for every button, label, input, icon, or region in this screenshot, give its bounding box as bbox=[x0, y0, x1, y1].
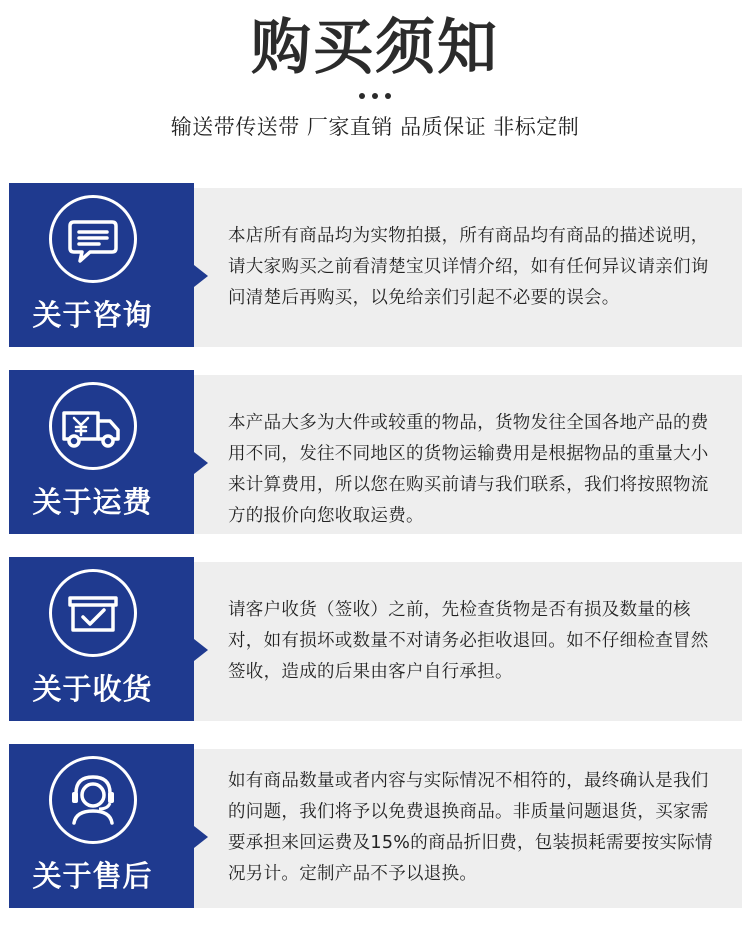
page-subtitle: 输送带传送带 厂家直销 品质保证 非标定制 bbox=[170, 115, 580, 139]
section-text: 本店所有商品均为实物拍摄，所有商品均有商品的描述说明，请大家购买之前看清楚宝贝详情介绍，如有任何异议请亲们询问清楚后再购买，以免给亲们引起不必要的误会。 bbox=[228, 226, 709, 308]
section-text: 本产品大多为大件或较重的物品，货物发往全国各地产品的费用不同，发往不同地区的货物运输费用是根据物品的重量大小来计算费用，所以您在购买前请与我们联系，我们将按照物流方的报价向您收取运费。 bbox=[228, 413, 709, 526]
section-text: 请客户收货（签收）之前，先检查货物是否有损及数量的核对，如有损坏或数量不对请务必拒收退回。如不仔细检查冒然签收，造成的后果由客户自行承担。 bbox=[228, 600, 709, 682]
section-pointer bbox=[194, 452, 208, 474]
section-header-block bbox=[9, 557, 194, 721]
section-label: 关于售后 bbox=[32, 859, 153, 893]
package-check-icon bbox=[49, 569, 137, 657]
section-header-block bbox=[9, 183, 194, 347]
section-header-block bbox=[9, 744, 194, 908]
receiving-section bbox=[9, 557, 742, 721]
customer-service-icon bbox=[49, 756, 137, 844]
section-pointer bbox=[194, 265, 208, 287]
chat-bubble-icon bbox=[49, 195, 137, 283]
section-label: 关于运费 bbox=[32, 485, 153, 519]
section-label: 关于收货 bbox=[32, 672, 153, 706]
shipping-section bbox=[9, 370, 742, 534]
consultation-section bbox=[9, 183, 742, 347]
section-text: 如有商品数量或者内容与实际情况不相符的，最终确认是我们的问题，我们将予以免费退换商品。非质量问题退货，买家需要承担来回运费及15%的商品折旧费，包装损耗需要按实际情况另计。定制产品不予以退换。 bbox=[228, 771, 713, 884]
title-dots-divider bbox=[355, 93, 395, 101]
section-header-block bbox=[9, 370, 194, 534]
after-sales-section bbox=[9, 744, 742, 908]
delivery-truck-icon bbox=[49, 382, 137, 470]
page-title: 购买须知 bbox=[251, 13, 499, 83]
section-label: 关于咨询 bbox=[32, 298, 153, 332]
section-pointer bbox=[194, 639, 208, 661]
section-pointer bbox=[194, 826, 208, 848]
